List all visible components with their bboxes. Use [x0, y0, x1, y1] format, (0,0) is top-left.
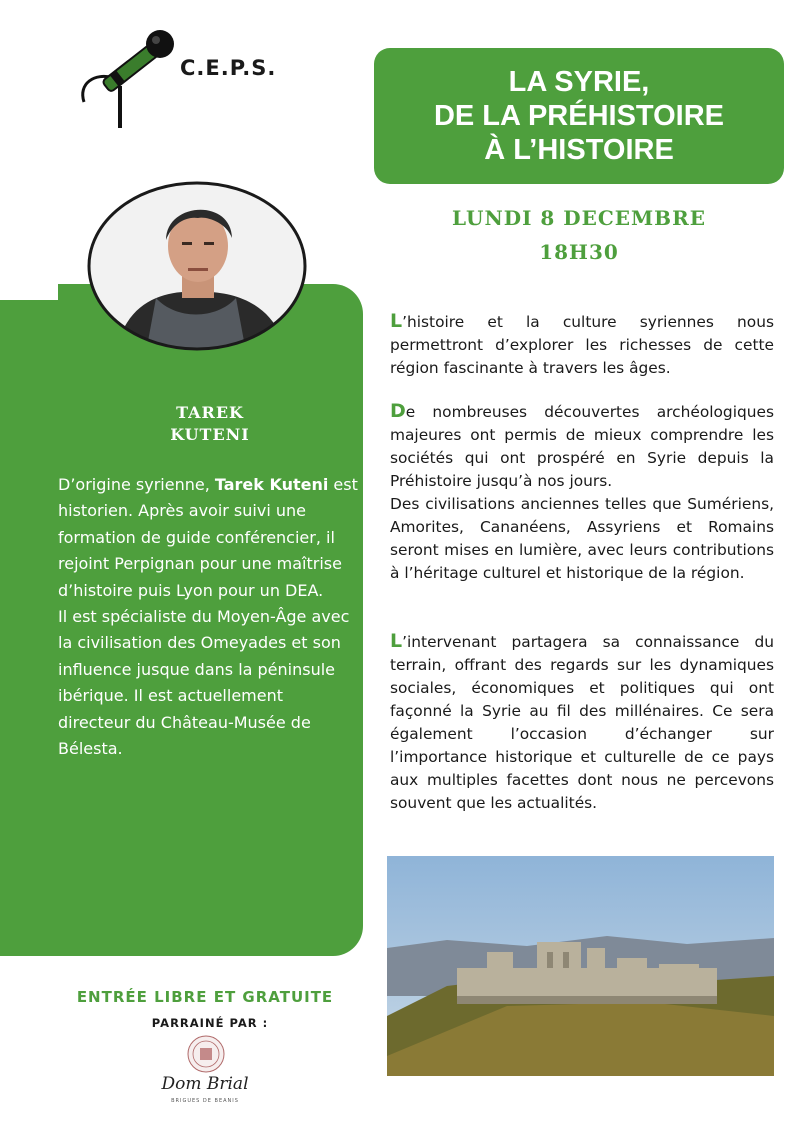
event-time: 18H30	[539, 240, 619, 264]
org-name: C.E.P.S.	[180, 56, 277, 80]
paragraph-2: e nombreuses découvertes archéologiques majeures ont permis de mieux comprendre les sociétés qui ont prospéré en Syrie depuis la Préhistoire jusqu’à nos jours.	[390, 403, 774, 490]
bio-speaker-name: Tarek Kuteni	[214, 475, 329, 494]
castle-photo	[387, 856, 774, 1076]
dropcap-3: L	[390, 630, 403, 652]
speaker-name	[130, 402, 290, 446]
free-entry-label: ENTRÉE LIBRE ET GRATUITE	[76, 988, 334, 1006]
title-line-3: À L’HISTOIRE	[484, 134, 674, 166]
speaker-portrait	[86, 180, 308, 352]
sponsored-by-label: PARRAINÉ PAR :	[151, 1016, 269, 1030]
title-line-2: DE LA PRÉHISTOIRE	[433, 100, 725, 132]
dropcap-2: D	[390, 400, 406, 422]
sponsor-seal-icon	[186, 1034, 226, 1074]
bio-text-1: est historien. Après avoir suivi une formation de guide conférencier, il rejoint Perpignan pour une maîtrise d’histoire puis Lyon pour un DEA.	[58, 475, 358, 600]
sponsor-name: Dom Brial	[161, 1074, 249, 1094]
speaker-paragraph	[390, 630, 774, 815]
paragraph-3: ’intervenant partagera sa connaissance du terrain, offrant des regards sur les dynamiques sociales, économiques et politiques qui ont façonné la Syrie au fil des millénaires. Ce sera également l’occasion d’échanger sur l’importance historique et culturelle de ce pays aux multiples facettes dont nous ne percevons souvent que les actualités.	[390, 633, 774, 812]
dropcap-1: L	[390, 310, 403, 332]
intro-paragraph	[390, 310, 774, 380]
speaker-first-name: TAREK	[176, 403, 244, 422]
discoveries-paragraph	[390, 400, 774, 585]
speaker-bio	[58, 472, 358, 762]
title-line-1: LA SYRIE,	[508, 66, 650, 98]
paragraph-2b: Des civilisations anciennes telles que Sumériens, Amorites, Cananéens, Assyriens et Romains seront mises en lumière, avec leurs contributions à l’héritage culturel et historique de la région.	[390, 495, 774, 582]
speaker-last-name: KUTENI	[170, 425, 250, 444]
paragraph-1: ’histoire et la culture syriennes nous permettront d’explorer les richesses de cette région fascinante à travers les âges.	[390, 313, 774, 377]
event-date: LUNDI 8 DECEMBRE	[452, 206, 706, 230]
sponsor-subtitle: BRIGUES DE BEANIS	[171, 1098, 239, 1104]
bio-text-2: Il est spécialiste du Moyen-Âge avec la civilisation des Omeyades et son influence jusque dans la péninsule ibérique. Il est actuellement directeur du Château-Musée de Bélesta.	[58, 607, 350, 759]
event-title	[374, 48, 784, 184]
bio-intro: D’origine syrienne,	[58, 475, 215, 494]
